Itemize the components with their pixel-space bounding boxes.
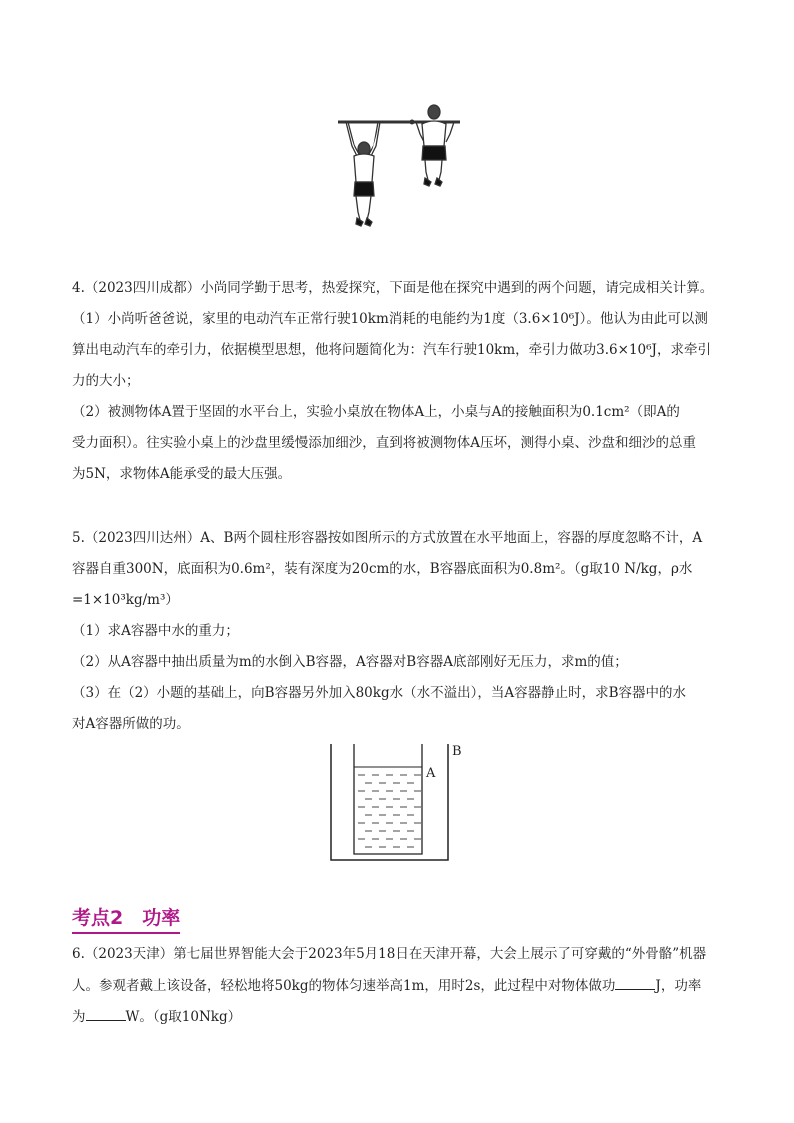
q6-line-3 <box>72 1006 732 1027</box>
pull-up-illustration <box>334 100 464 230</box>
container-diagram <box>328 742 468 864</box>
q6-line-2-text-a: 人。参观者戴上该设备，轻松地将50kg的物体匀速举高1m，用时2s，此过程中对物体做功 <box>72 978 616 994</box>
container-b-label: B <box>452 744 462 759</box>
section-heading: 考点2 功率 <box>72 903 180 934</box>
q5-line-6: （3）在（2）小题的基础上，向B容器另外加入80kg水（水不溢出），当A容器静止时，求B容器中的水 <box>72 685 687 701</box>
q4-line-4: 力的大小； <box>72 373 140 389</box>
q5-line-5: （2）从A容器中抽出质量为m的水倒入B容器，A容器对B容器A底部刚好无压力，求m的值； <box>72 654 628 670</box>
q4-line-2: （1）小尚听爸爸说，家里的电动汽车正常行驶10km消耗的电能约为1度（3.6×10⁶J）。他认为由此可以测 <box>72 311 708 327</box>
q4-line-6: 受力面积）。往实验小桌上的沙盘里缓慢添加细沙，直到将被测物体A压坏，测得小桌、沙盘和细沙的总重 <box>72 435 696 451</box>
container-a-label: A <box>426 766 436 781</box>
q5-line-2: 容器自重300N，底面积为0.6m²，装有深度为20cm的水，B容器底面积为0.8m²。（g取10 N/kg，ρ水 <box>72 561 693 577</box>
answer-blank-power[interactable] <box>86 1006 126 1021</box>
q6-line-3-text-a: 为 <box>72 1009 86 1025</box>
q4-line-7: 为5N，求物体A能承受的最大压强。 <box>72 466 292 482</box>
q4-line-1: 4.（2023四川成都）小尚同学勤于思考，热爱探究，下面是他在探究中遇到的两个问题，请完成相关计算。 <box>72 280 714 296</box>
q6-line-1: 6.（2023天津）第七届世界智能大会于2023年5月18日在天津开幕，大会上展示了可穿戴的“外骨骼”机器 <box>72 946 707 962</box>
q5-line-4: （1）求A容器中水的重力； <box>72 623 239 639</box>
q6-line-2-text-b: J，功率 <box>655 978 702 994</box>
q6-line-2 <box>72 975 732 996</box>
q4-line-3: 算出电动汽车的牵引力，依据模型思想，他将问题简化为：汽车行驶10km，牵引力做功3.6×10⁶J，求牵引 <box>72 342 711 358</box>
q5-line-3: =1×10³kg/m³） <box>72 592 179 608</box>
answer-blank-work[interactable] <box>615 975 655 990</box>
q4-line-5: （2）被测物体A置于坚固的水平台上，实验小桌放在物体A上，小桌与A的接触面积为0.1cm²（即A的 <box>72 404 680 420</box>
q5-line-1: 5.（2023四川达州）A、B两个圆柱形容器按如图所示的方式放置在水平地面上，容器的厚度忽略不计，A <box>72 530 703 546</box>
q5-line-7: 对A容器所做的功。 <box>72 716 190 732</box>
q6-line-3-text-b: W。（g取10Nkg） <box>125 1009 242 1025</box>
